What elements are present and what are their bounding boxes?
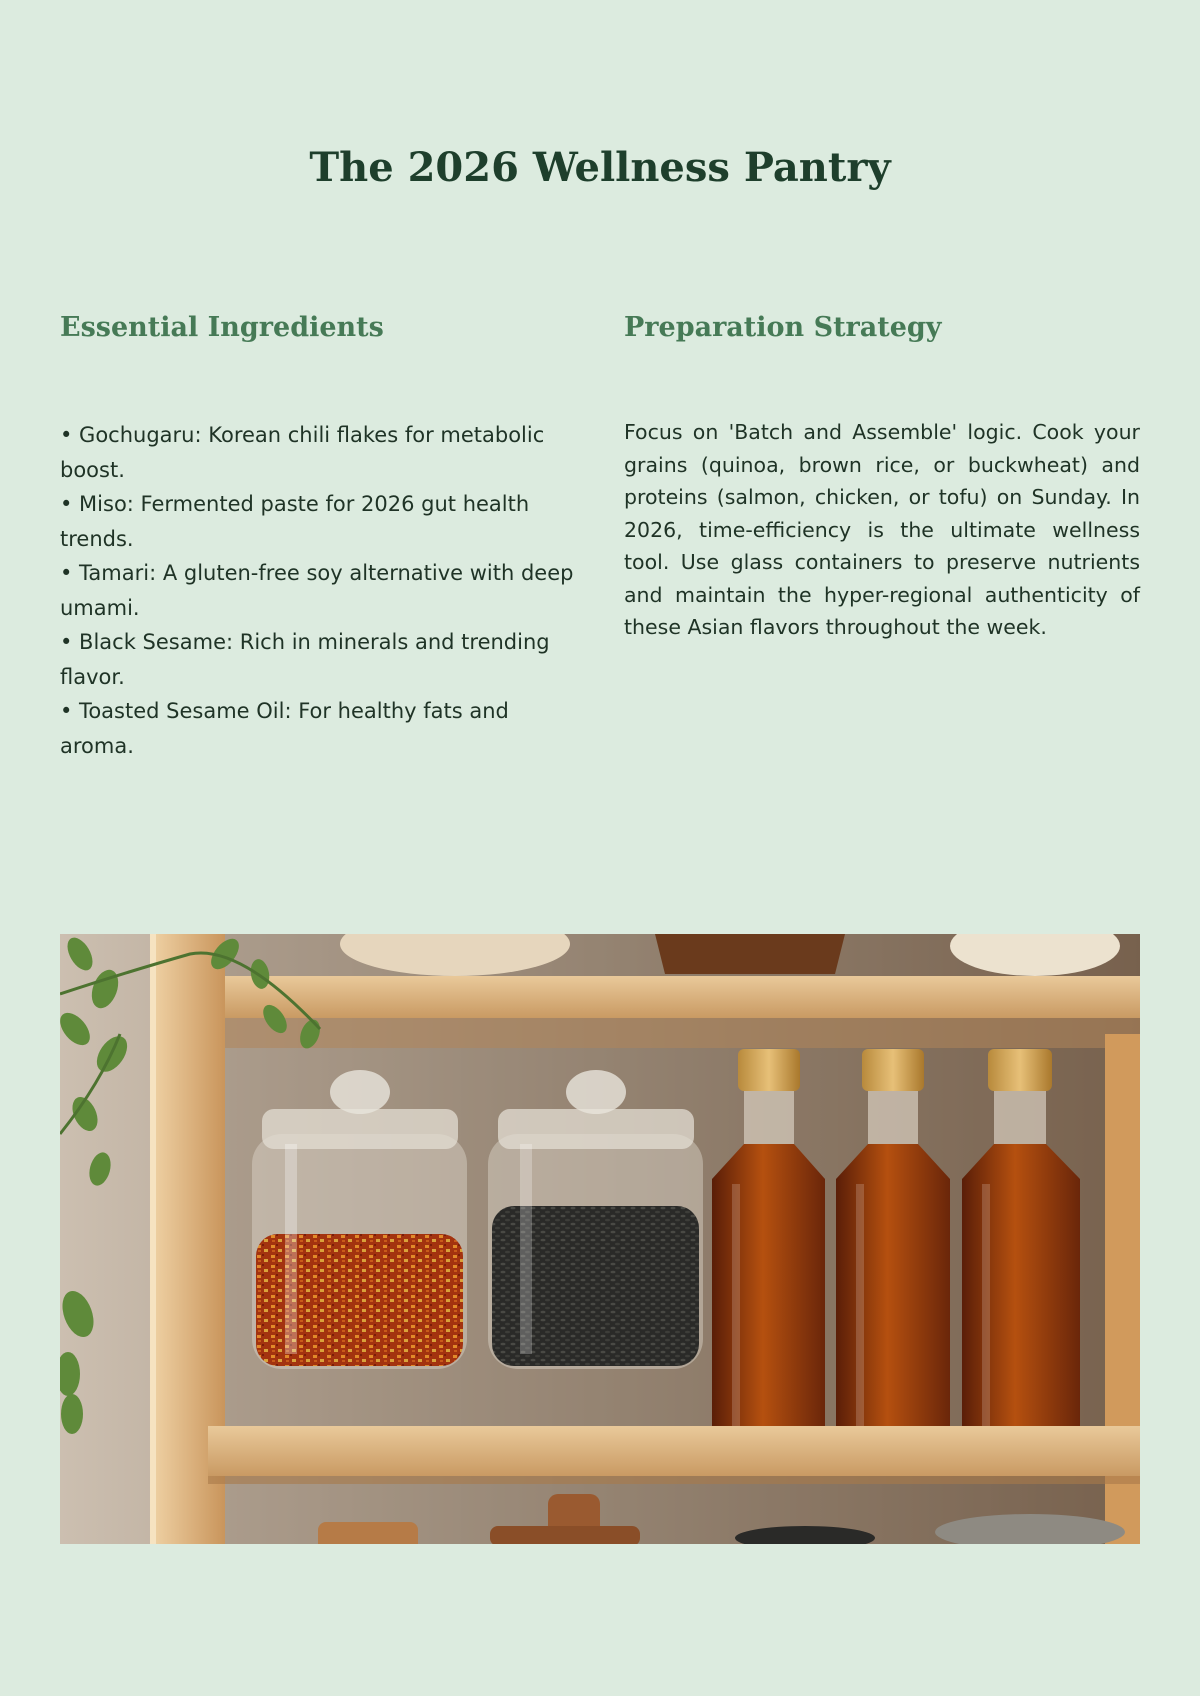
ingredients-heading: Essential Ingredients xyxy=(60,312,384,343)
list-item: • Black Sesame: Rich in minerals and trending flavor. xyxy=(60,630,550,689)
list-item: • Miso: Fermented paste for 2026 gut health trends. xyxy=(60,492,530,551)
strategy-paragraph: Focus on 'Batch and Assemble' logic. Cook your grains (quinoa, brown rice, or buckwheat) and proteins (salmon, chicken, or tofu) on Sunday. In 2026, time-efficiency is the ultimate wellness tool. Use glass containers to preserve nutrients and maintain the hyper-regional authenticity of these Asian flavors throughout the week. xyxy=(624,420,1140,639)
list-item: • Toasted Sesame Oil: For healthy fats and aroma. xyxy=(60,699,509,758)
list-item: • Gochugaru: Korean chili flakes for metabolic boost. xyxy=(60,423,545,482)
page-title: The 2026 Wellness Pantry xyxy=(309,144,891,191)
pantry-shelf-photo xyxy=(60,934,1140,1544)
list-item: • Tamari: A gluten-free soy alternative with deep umami. xyxy=(60,561,574,620)
strategy-heading: Preparation Strategy xyxy=(624,312,942,343)
ingredients-list xyxy=(60,418,576,763)
